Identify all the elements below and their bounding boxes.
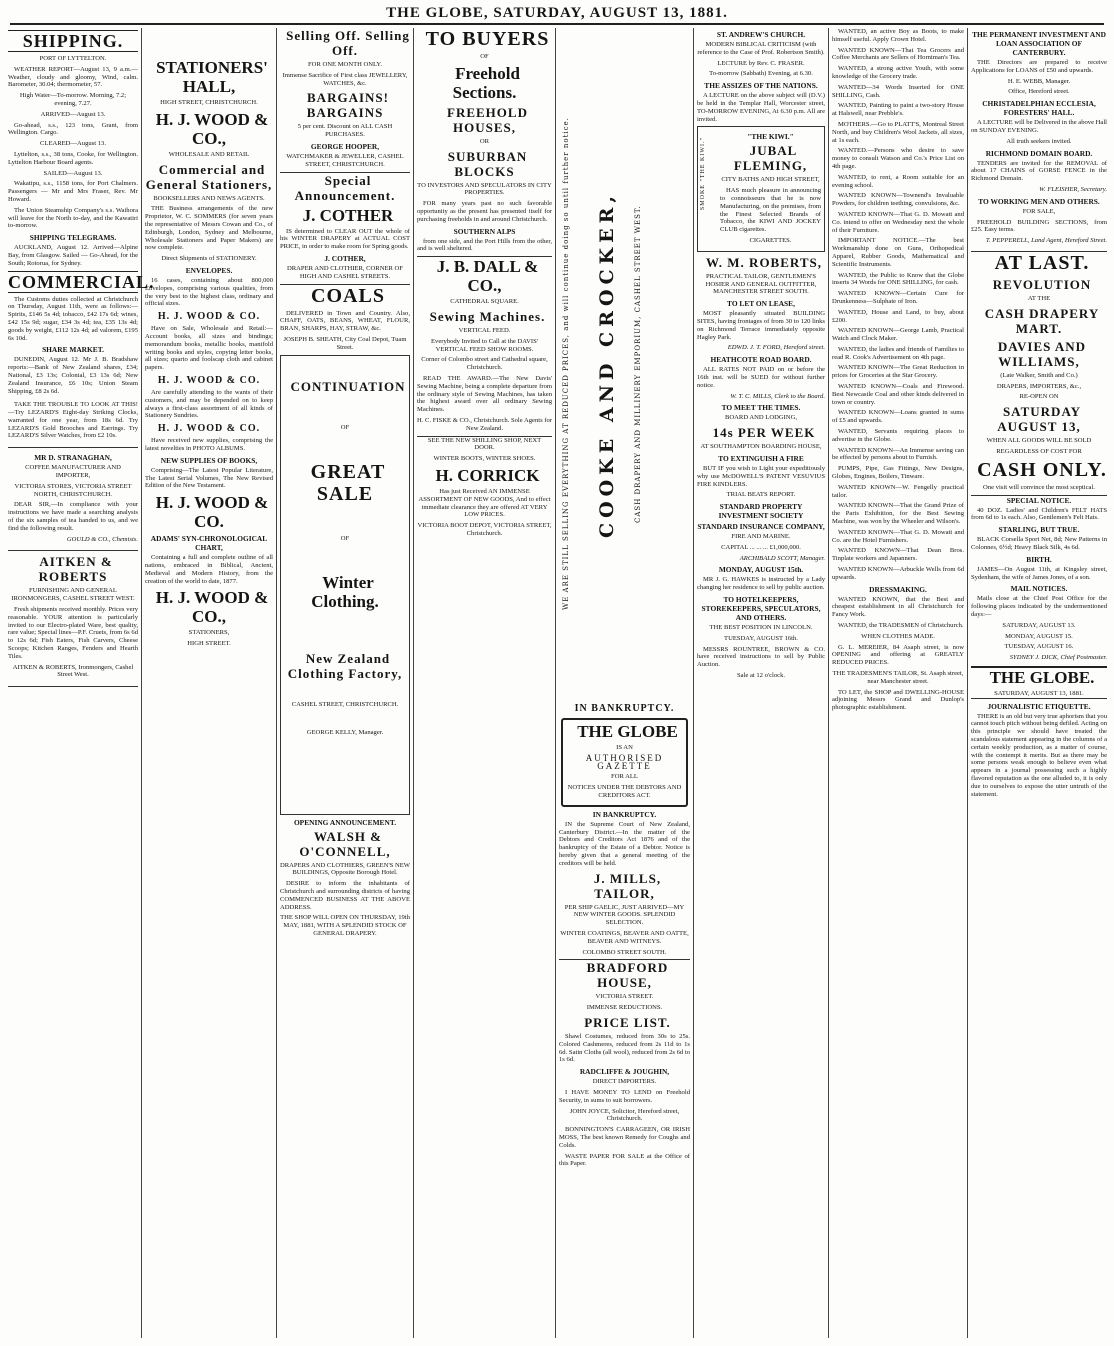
text-block: DRAPERS AND CLOTHIERS, GREEN'S NEW BUILDINGS, Opposite Borough Hotel.	[280, 861, 410, 877]
subheading: MAIL NOTICES.	[1010, 584, 1068, 594]
text-block: WINTER COATINGS, BEAVER AND OATTE, BEAVER AND WITNEYS.	[560, 929, 689, 945]
text-block: I HAVE MONEY TO LEND on Freehold Security, in sums to suit borrowers.	[559, 1088, 690, 1104]
text-block: AT SOUTHAMPTON BOARDING HOUSE,	[700, 443, 822, 451]
subheading: IN BANKRUPTCY.	[592, 809, 657, 819]
column-6	[697, 28, 825, 1338]
signature: JOHN JOYCE, Solicitor, Hereford street, Christchurch.	[569, 1107, 680, 1123]
text-block: VERTICAL FEED.	[458, 326, 511, 334]
classified-ad: WANTED KNOWN—That G. D. Mowatt and Co. intend to offer on Wednesday next the whole of their Furniture.	[832, 210, 964, 234]
signature: H. E. WEBB, Manager.	[1007, 77, 1071, 85]
text-block: All truth seekers invited.	[1006, 137, 1072, 145]
ad-heading: PRICE LIST.	[584, 1014, 671, 1030]
text-block: REGARDLESS OF COST FOR	[996, 447, 1082, 455]
signature: W. FLEISHER, Secretary.	[1039, 185, 1107, 193]
text-block: WHOLESALE AND RETAIL	[168, 150, 250, 158]
text-block: Everybody Invited to Call at the DAVIS' VERTICAL FEED SHOW ROOMS.	[431, 337, 538, 353]
text-block: STATIONERS,	[188, 629, 230, 637]
ad-heading: MR D. STRANAGHAN,	[34, 453, 112, 463]
section-heading-shipping: SHIPPING.	[8, 30, 138, 52]
ad-heading: MONDAY, AUGUST 15th.	[718, 565, 804, 575]
text-block: COFFEE MANUFACTURER AND IMPORTER,	[25, 464, 121, 480]
classified-ad: PUMPS, Pipe, Gas Fittings, New Designs, Globes, Engines, Boilers, Tinware.	[832, 465, 964, 481]
ad-heading: THE GLOBE	[577, 722, 678, 741]
text-block: Shawl Costumes, reduced from 30s to 25s. Colored Cashmeres, reduced from 2s 11d to 1s 6d. Satin Cloths (all wool), reduced from 2s 6d to 1s 6d.	[559, 1032, 690, 1064]
ad-heading: BARGAINS! BARGAINS	[306, 90, 389, 121]
ad-heading: H. J. WOOD & CO.	[155, 493, 269, 532]
text-block: High Water—To-morrow. Morning, 7.2; evening, 7.27.	[19, 92, 127, 107]
text-block: SATURDAY, AUGUST 13, 1881.	[971, 690, 1107, 699]
signature: JOSEPH B. SHEATH, City Coal Depot, Tuam Street.	[283, 335, 407, 351]
text-block: TUESDAY, AUGUST 16.	[1004, 643, 1074, 651]
text-block: NOTICES UNDER THE DEBTORS AND CREDITORS ACT.	[567, 784, 682, 799]
ad-heading: TO EXTINGUISH A FIRE	[718, 453, 804, 463]
ad-heading: J. COTHER	[302, 205, 394, 225]
classified-ad: WANTED, the ladies and friends of Families to read R. Cook's Advertisement on 4th page.	[832, 345, 964, 361]
signature: EDWD. J. T. FORD, Hereford street.	[727, 344, 825, 352]
ad-heading: STARLING, BUT TRUE.	[998, 525, 1080, 535]
text-block: from one side, and the Port Hills from the other, and is well sheltered.	[417, 237, 552, 253]
text-block: COLOMBO STREET SOUTH.	[582, 948, 667, 956]
text-block: HAS much pleasure in announcing to connoisseurs that he is now Manufacturing, on the premises, from the Finest Selected Brands of Tobacco, the KIWI AND JOCKEY CLUB cigarettes.	[720, 187, 821, 234]
text-block: Have received new supplies, comprising the latest novelties in PHOTO ALBUMS.	[145, 437, 273, 452]
ad-heading: TO BUYERS	[425, 28, 550, 50]
text-block: Mails close at the Chief Post Office for the following places indicated by the undermentioned days:—	[971, 595, 1107, 618]
text-block: Are carefully attending to the wants of their customers, and may be depended on to keep always a first-class assortment of all kinds of Stationery Sundries.	[145, 388, 273, 420]
classified-ad: WANTED, the TRADESMEN of Christchurch.	[838, 622, 964, 629]
ad-heading: H. J. WOOD & CO.,	[155, 109, 269, 148]
ad-heading: ST. ANDREW'S CHURCH.	[716, 30, 806, 39]
text-block: OF	[480, 53, 489, 60]
signature: GEORGE KELLY, Manager.	[306, 728, 384, 736]
classified-ad: G. L. MEREIER, 84 Asaph street, is now OPENING and offering at GREATLY REDUCED PRICES.	[832, 643, 964, 667]
ad-heading: GEORGE HOOPER,	[310, 141, 380, 151]
text-block: OF	[340, 423, 350, 431]
text-block: WINTER BOOTS, WINTER SHOES.	[433, 455, 536, 463]
classified-ad: WANTED KNOWN—Loans granted in sums of £5 and upwards.	[832, 409, 964, 425]
section-heading-the-globe: THE GLOBE.	[971, 666, 1107, 687]
text-block: DRAPER AND CLOTHIER, CORNER OF HIGH AND CASHEL STREETS.	[287, 264, 403, 280]
text-block: The Customs duties collected at Christchurch on Thursday, August 11th, were as follows:—Spirits, £146 5s 4d; tobacco, £42 17s 6d; wines, £42 15s 9d; sugar, £34 3s 4d; tea, £35 13s 4d; goods by weight, £112 12s 4d; ad valorem, £195 6s 10d.	[8, 295, 138, 342]
text-block: BOOKSELLERS AND NEWS AGENTS.	[153, 194, 265, 202]
section-heading-commercial: COMMERCIAL.	[8, 271, 155, 292]
ad-heading: H. J. WOOD & CO.,	[155, 588, 269, 627]
classified-ad: WANTED KNOWN—An Immense saving can be effected by persons about to Furnish.	[832, 446, 964, 462]
classified-ad: WANTED KNOWN—Coals and Firewood. Best Newcastle Coal and other kinds delivered in town or country.	[832, 383, 964, 406]
ad-heading: REVOLUTION	[992, 276, 1092, 292]
text-block: A LECTURE on the above subject will (D.V.) be held in the Templar Hall, Worcester street, TO-MORROW EVENING, At 6.30 p.m. All are invited.	[697, 92, 825, 123]
signature: T. PEPPERELL, Land Agent, Hereford Street.	[985, 237, 1107, 245]
text-block: FOR many years past no such favorable opportunity as the present has presented itself for purchasing freeholds in and around Christchurch.	[417, 200, 552, 223]
ad-heading: JUBAL FLEMING,	[733, 143, 808, 174]
text-block: OR	[479, 137, 490, 145]
ad-heading: TO WORKING MEN AND OTHERS.	[978, 196, 1100, 206]
ad-heading: J. MILLS, TAILOR,	[593, 870, 662, 901]
classified-ad: WANTED, Servants requiring places to advertise in the Globe.	[832, 428, 964, 443]
text-block: THE Directors are prepared to receive Applications for LOANS of £50 and upwards.	[971, 59, 1107, 74]
ad-heading: SUBURBAN BLOCKS	[447, 148, 528, 179]
classified-ad: IMPORTANT NOTICE.—The best Workmanship done on Guns, Orthopedical Apparel, Rubber Goods, Mathematical and Scientific Instruments.	[832, 237, 964, 268]
vertical-ad-title: COOKE AND CROCKER,	[596, 190, 618, 538]
text-block: DEAR SIR,—In compliance with your instructions we have made a searching analysis of the six samples of tea handed to us, and we find the following result.	[8, 501, 138, 532]
signature: GOULD & CO., Chemists.	[66, 535, 138, 543]
text-block: Wakatipu, s.s., 1158 tons, for Port Chalmers. Passengers — Mr and Mrs Fraser, Rev. Mr Howard.	[8, 180, 138, 203]
clothing-ad	[280, 355, 410, 815]
text-block: TUESDAY, AUGUST 16th.	[724, 634, 798, 642]
text-block: FIRE AND MARINE.	[731, 533, 791, 541]
text-block: AT THE	[1027, 294, 1051, 302]
classified-ad: WANTED.—Persons who desire to save money to consult Watson and Co.'s Price List on 4th page.	[832, 147, 964, 170]
text-block: LECTURE by Rev. C. FRASER.	[717, 59, 805, 67]
classified-ad: WANTED, an active Boy as Boots, to make himself useful. Apply Crown Hotel.	[832, 28, 964, 43]
text-block: IS determined to CLEAR OUT the whole of his WINTER DRAPERY at ACTUAL COST PRICE, in order to make room for Spring goods.	[280, 227, 410, 251]
text-block: MOST pleasantly situated BUILDING SITES, having frontages of from 30 to 120 links on Richmond Terrace immediately opposite Hagley Park.	[697, 310, 825, 341]
text-block: TAKE THE TROUBLE TO LOOK AT THIS!—Try LEZARD'S Eight-day Striking Clocks, warranted for one year, from 18s 6d. Try LEZARD'S Gold Brooches and Earrings. Try LEZARD'S Silver Watches, from £2 10s.	[8, 401, 138, 440]
text-block: WASTE PAPER FOR SALE at the Office of this Paper.	[559, 1152, 690, 1168]
column-5	[559, 700, 690, 1338]
gazette-box	[561, 718, 688, 807]
text-block: MR J. G. HAWKES is instructed by a Lady changing her residence to sell by public auction.	[697, 576, 825, 592]
text-block: (Late Walker, Smith and Co.)	[1000, 371, 1078, 379]
ad-heading: AITKEN & ROBERTS	[38, 554, 113, 585]
ad-heading: TO HOTELKEEPERS, STOREKEEPERS, SPECULATORS, AND OTHERS.	[701, 595, 821, 623]
ad-heading: CASH ONLY.	[977, 458, 1107, 481]
text-block: PER SHIP GAELIC, JUST ARRIVED—MY NEW WINTER GOODS. SPLENDID SELECTION.	[564, 903, 685, 927]
column-8	[971, 28, 1107, 1338]
ad-heading: Freehold Sections.	[452, 63, 520, 102]
text-block: CATHEDRAL SQUARE.	[450, 298, 519, 306]
classified-ad: WHEN CLOTHES MADE.	[861, 632, 935, 640]
vertical-ad-right-text: CASH DRAPERY AND MILLINERY EMPORIUM, CASHEL STREET WEST.	[634, 205, 642, 523]
text-block: Immense Sacrifice of First class JEWELLERY, WATCHES, &c.	[282, 71, 408, 87]
classified-ad: WANTED—34 Words Inserted for ONE SHILLING, Cash.	[832, 83, 964, 99]
ad-heading: GREAT SALE	[310, 461, 386, 506]
ad-heading: RICHMOND DOMAIN BOARD.	[985, 148, 1093, 158]
ad-heading: TO MEET THE TIMES.	[721, 403, 801, 413]
text-block: SATURDAY, AUGUST 13.	[1002, 621, 1076, 629]
vertical-ad-left-text: WE ARE STILL SELLING EVERYTHING AT REDUCED PRICES, and will continue doing so until further notice.	[562, 117, 570, 611]
text-block: RE-OPEN ON	[1019, 393, 1059, 401]
text-block: IS AN	[616, 744, 633, 751]
masthead	[10, 3, 1104, 25]
ad-heading: H. J. WOOD & CO.	[157, 374, 261, 386]
text-block: Sale at 12 o'clock.	[736, 672, 786, 680]
text-block: PORT OF LYTTELTON.	[39, 55, 107, 62]
text-block: DRAPERS, IMPORTERS, &c.,	[996, 382, 1082, 390]
classified-ad: MOTHERS.—Go to PLATT'S, Montreal Street North, and buy Children's Wool Jackets, all sizes, at 1s each.	[832, 120, 964, 144]
ad-heading: RADCLIFFE & JOUGHIN,	[579, 1067, 670, 1077]
classified-ad: WANTED, House and Land, to buy, about £200.	[832, 308, 964, 324]
text-block: The Union Steamship Company's s.s. Waihora will leave for the North to-day, and the Kawatiri to-morrow.	[8, 206, 138, 230]
text-block: TO INVESTORS AND SPECULATORS IN CITY PROPERTIES.	[417, 181, 552, 197]
classified-ad: WANTED KNOWN—W. Fengelly practical tailor.	[832, 483, 964, 499]
text-block: VICTORIA STREET.	[595, 993, 654, 1001]
text-block: FURNISHING AND GENERAL IRONMONGERS, CASHEL STREET WEST.	[11, 587, 135, 603]
article-heading: JOURNALISTIC ETIQUETTE.	[987, 701, 1091, 711]
ad-heading: WALSH & O'CONNELL,	[299, 828, 391, 859]
classified-ad: WANTED KNOWN—Certain Cure for Drunkenness—Sulphate of Iron.	[832, 290, 964, 305]
column-1	[8, 28, 155, 1338]
text-block: SEE THE NEW SHILLING SHOP, NEXT DOOR.	[417, 436, 552, 453]
classified-ad: THE TRADESMEN'S TAILOR, St. Asaph street, near Manchester street.	[832, 669, 964, 685]
kiwi-side-text: SMOKE "THE KIWI."	[700, 137, 706, 211]
subheading: SOUTHERN ALPS	[453, 226, 516, 236]
text-block: Containing a full and complete outline of all nations, embraced in Biblical, Ancient, Medieval and Modern History, from the creation of the world to date, 1877.	[145, 554, 273, 585]
ad-heading: STATIONERS' HALL,	[156, 58, 268, 96]
ad-heading: DAVIES AND WILLIAMS,	[997, 338, 1087, 369]
text-block: BOARD AND LODGING,	[725, 414, 797, 422]
ad-heading: HEATHCOTE ROAD BOARD.	[710, 355, 812, 365]
signature: SYDNEY J. DICK, Chief Postmaster.	[1009, 654, 1107, 662]
classified-ad: WANTED, Painting to paint a two-story House at Halswell, near Prebble's.	[832, 102, 964, 118]
text-block: BUT IF you wish to Light your expeditiously why use McDOWELL'S PATENT VESUVIUS FIRE KINDLERS.	[697, 464, 825, 488]
ad-heading: COALS	[280, 284, 410, 307]
text-block: DESIRE to inform the inhabitants of Christchurch and surrounding districts of having COMMENCED BUSINESS AT THE ABOVE ADDRESS.	[280, 880, 410, 911]
text-block: 16 cases, containing about 800,000 Envelopes, comprising various qualities, from the very best to the highest class, ordinary and official sizes.	[145, 276, 273, 308]
subheading: SHARE MARKET.	[42, 345, 104, 355]
text-block: One visit will convince the most sceptical.	[983, 483, 1095, 491]
classified-ad: TO LET, the SHOP and DWELLING-HOUSE adjoining Messrs Grand and Dunlop's photographic establishment.	[832, 688, 964, 712]
text-block: THE BEST POSITION IN LINCOLN.	[709, 624, 813, 632]
ad-heading: OPENING ANNOUNCEMENT.	[293, 817, 397, 827]
ad-heading: THE PERMANENT INVESTMENT AND LOAN ASSOCIATION OF CANTERBURY.	[972, 30, 1106, 57]
text-block: CAPITAL ... ... ... £1,000,000.	[721, 543, 801, 551]
text-block: TENDERS are invited for the REMOVAL of about 17 CHAINS of GORSE FENCE in the Richmond Domain.	[971, 159, 1107, 183]
advertisement	[8, 551, 138, 687]
text-block: Office, Hereford street.	[1008, 88, 1070, 96]
ad-heading: CASH DRAPERY MART.	[984, 305, 1100, 336]
signature: AITKEN & ROBERTS, Ironmongers, Cashel Street West.	[12, 663, 134, 679]
text-block: Corner of Colombo street and Cathedral square, Christchurch.	[421, 356, 548, 372]
subheading: ENVELOPES.	[185, 265, 233, 275]
ad-heading: H. J. WOOD & CO.	[157, 311, 261, 323]
text-block: VICTORIA STORES, VICTORIA STREET NORTH, CHRISTCHURCH.	[14, 482, 132, 498]
subheading: DRESSMAKING.	[869, 584, 927, 594]
ad-heading: CONTINUATION	[290, 378, 406, 394]
classified-ad: WANTED KNOWN, that the Best and cheapest establishment in all Christchurch for Fancy Work.	[832, 595, 964, 619]
column-2	[145, 28, 273, 1338]
advertisement	[8, 448, 138, 551]
ad-heading: AT LAST.	[971, 251, 1107, 274]
signature: ARCHIBALD SCOTT, Manager.	[739, 554, 825, 562]
classified-ad: WANTED KNOWN—That G. D. Mowatt and Co. are the Hotel Furnishers.	[832, 528, 964, 544]
text-block: FOR SALE,	[1022, 207, 1056, 215]
text-block: DELIVERED in Town and Country. Also, CHAFF, OATS, BEANS, WHEAT, FLOUR, BRAN, SHARPS, HAY, STRAW, &c.	[280, 309, 410, 333]
text-block: Comprising—The Latest Popular Literature, The Latest Serial Volumes, The New Revised Edition of the New Testament.	[145, 466, 273, 490]
subheading: ADAMS' SYN-CHRONOLOGICAL CHART,	[150, 534, 268, 553]
signature: H. C. FISKE & CO., Christchurch. Sole Agents for New Zealand.	[417, 416, 552, 432]
ad-heading: AUTHORISED GAZETTE	[585, 752, 664, 771]
text-block: 5 per cent. Discount on ALL CASH PURCHASES.	[297, 123, 393, 139]
subheading: NEW SUPPLIES OF BOOKS,	[160, 455, 258, 465]
text-block: FOR ALL	[611, 773, 638, 781]
text-block: CITY BATHS AND HIGH STREET,	[721, 176, 820, 184]
text-block: DUNEDIN, August 12. Mr J. B. Bradshaw reports:—Bank of New Zealand shares, £34; National, £3 13s; Colonial, £3 13s 6d; New Zealand Insurance, £6 10s; Union Steam Shipping, £8 2s 6d.	[8, 356, 138, 395]
text-block: HIGH STREET, CHRISTCHURCH.	[160, 99, 258, 106]
text-block: A LECTURE will be Delivered in the above Hall on SUNDAY EVENING.	[971, 119, 1108, 134]
text-block: DIRECT IMPORTERS.	[592, 1078, 657, 1086]
text-block: BONNINGTON'S CARRAGEEN, OR IRISH MOSS, The best known Remedy for Coughs and Colds.	[559, 1126, 690, 1149]
ad-heading: H. J. WOOD & CO.	[157, 423, 261, 435]
ad-heading: SPECIAL NOTICE.	[971, 495, 1107, 505]
kiwi-ad	[697, 126, 825, 251]
ad-heading: Selling Off. Selling Off.	[286, 28, 410, 58]
text-block: Have on Sale, Wholesale and Retail:—Account books, all sizes and bindings; memorandum books, metallic books, manifold writing books and styles, copying letter books, all sizes; quarto and foolscap cloth and cabinet papers.	[145, 325, 273, 372]
ad-heading: W. M. ROBERTS,	[705, 254, 822, 270]
text-block: WEATHER REPORT—August 13, 9 a.m.—Weather, cloudy and gloomy, Wind, calm. Barometer, 30.04; thermometer, 57.	[8, 65, 138, 89]
column-7	[832, 28, 964, 1338]
classified-ad: WANTED KNOWN—The Great Reduction in prices for Groceries at the Star Grocery.	[832, 364, 964, 380]
ad-heading: J. B. DALL & CO.,	[417, 256, 552, 295]
text-block: IMMENSE REDUCTIONS.	[586, 1004, 663, 1012]
ad-heading: STANDARD PROPERTY INVESTMENT SOCIETY	[718, 502, 804, 521]
subheading: BIRTH.	[1026, 554, 1052, 564]
text-block: THE SHOP WILL OPEN ON THURSDAY, 19th MAY, 1881, WITH A SPLENDID STOCK OF GENERAL DRAPERY.	[280, 914, 410, 937]
text-block: 40 DOZ. Ladies' and Children's FELT HATS from 6d to 1s each. Also, Gentlemen's Felt Hats.	[971, 506, 1107, 522]
text-block: ALL RATES NOT PAID on or before the 16th inst. will be SUED for without further notice.	[697, 366, 825, 389]
text-block: CASHEL STREET, CHRISTCHURCH.	[291, 701, 399, 709]
ad-heading: Commercial and General Stationers,	[145, 161, 273, 192]
text-block: THE Business arrangements of the new Proprietor, W. C. SOMMERS (for seven years the representative of Messrs Cowan and Co., of Edinburgh, London, Sydney and Melbourne, Wholesale Stationers and Paper Makers) are now complete.	[145, 205, 273, 252]
text-block: HIGH STREET.	[187, 640, 231, 648]
ad-heading: CHRISTADELPHIAN ECCLESIA, FORESTERS' HALL.	[982, 99, 1096, 118]
text-block: MESSRS ROUNTREE, BROWN & CO. have received instructions to sell by Public Auction.	[697, 645, 825, 669]
section-heading: IN BANKRUPTCY.	[574, 703, 675, 714]
text-block: MODERN BIBLICAL CRITICISM (with reference to the Case of Prof. Robertson Smith).	[697, 41, 825, 56]
classified-ad: WANTED KNOWN—That Dean Bros. Tinplate workers and Japanners.	[832, 547, 964, 563]
advertisement	[8, 398, 138, 448]
ad-heading: H. CORRICK	[435, 465, 540, 485]
classified-ad: WANTED, to rent, a Room suitable for an evening school.	[832, 173, 964, 189]
text-block: BLACK Corsella Sport Net, 8d; New Patterns in Colonnes, 6½d; Heavy Black Silk, 4s 6d.	[971, 536, 1107, 551]
ad-heading: Sewing Machines.	[429, 308, 546, 324]
text-block: To-morrow (Sabbath) Evening, at 6.30.	[709, 70, 813, 78]
ad-heading: FREEHOLD HOUSES,	[447, 104, 528, 135]
ad-heading: New Zealand Clothing Factory,	[287, 651, 403, 682]
subheading: ARRIVED—August 13.	[40, 110, 106, 118]
text-block: CIGARETTES.	[749, 236, 792, 244]
ad-heading: THE ASSIZES OF THE NATIONS.	[704, 81, 818, 91]
article-body: THERE is an old but very true aphorism that you cannot touch pitch without being defiled. Acting on this principle we should have treated the scandalous statement appearing in the columns of a certain weekly production, as a matter of course, with the contempt it merits. But as there may be some persons weak enough to believe even what appears in a journal possessing such a highly flavored reputation as the one alluded to, it is only due to ourselves to expose the utter untruth of the statement.	[971, 712, 1107, 798]
ad-heading: "THE KIWI."	[747, 132, 794, 142]
text-block: FOR ONE MONTH ONLY.	[308, 61, 382, 68]
ad-heading: Special Announcement.	[280, 172, 410, 203]
text-block: OF	[340, 535, 350, 543]
masthead-title: THE GLOBE, SATURDAY, AUGUST 13, 1881.	[386, 5, 728, 21]
column-4	[417, 28, 552, 1338]
classified-ad: WANTED, the Public to Know that the Globe inserts 34 Words for ONE SHILLING, for cash.	[832, 271, 964, 287]
text-block: WATCHMAKER & JEWELLER, CASHEL STREET, CHRISTCHURCH.	[286, 152, 404, 168]
text-block: VICTORIA BOOT DEPOT, VICTORIA STREET, Christchurch.	[417, 522, 552, 537]
ad-heading: J. COTHER,	[324, 253, 366, 263]
text-block: FREEHOLD BUILDING SECTIONS, from £25. Easy terms.	[971, 218, 1107, 234]
text-block: WHEN ALL GOODS WILL BE SOLD	[986, 437, 1092, 445]
text-block: PRACTICAL TAILOR, GENTLEMEN'S HOSIER AND GENERAL OUTFITTER, MANCHESTER STREET SOUTH.	[705, 272, 817, 296]
classified-ad: WANTED KNOWN—That the Grand Prize of the Paris Exhibition, for the Best Sewing Machine, was won by the Wheeler and Wilson's.	[832, 502, 964, 526]
text-block: MONDAY, AUGUST 15.	[1005, 632, 1073, 640]
ad-heading: STANDARD INSURANCE COMPANY,	[697, 522, 825, 532]
classified-ad: WANTED KNOWN—Arbuckle Wells from 6d upwards.	[832, 566, 964, 581]
ad-heading: SATURDAY AUGUST 13,	[997, 404, 1082, 435]
classified-ad: WANTED KNOWN—George Lamb, Practical Watch and Clock Maker.	[832, 327, 964, 343]
text-block: Lyttelton, s.s., 38 tons, Cooke, for Wellington. Lyttelton Harbour Board agents.	[8, 150, 138, 166]
ad-heading: 14s PER WEEK	[712, 425, 816, 441]
signature: W. T. C. MILLS, Clerk to the Board.	[730, 392, 825, 400]
text-block: READ THE AWARD.—The New Davis' Sewing Machine, being a complete departure from the ordinary style of Sewing Machines, has taken the highest award over all ordinary Sewing Machines.	[417, 374, 552, 414]
classified-ad: WANTED KNOWN—That Tea Grocers and Coffee Merchants are Sellers of Horniman's Tea.	[832, 46, 964, 62]
text-block: TRIAL BEATS REPORT.	[726, 491, 796, 499]
text-block: AUCKLAND, August 12. Arrived—Alpine Bay, from Glasgow. Sailed — Go-Ahead, for the South; Rotorua, for Sydney.	[8, 244, 138, 267]
column-3	[280, 28, 410, 1338]
text-block: JAMES—On August 11th, at Kingsley street, Sydenham, the wife of James Jones, of a son.	[971, 565, 1107, 581]
subheading: SAILED—August 13.	[43, 169, 103, 177]
subheading: CLEARED—August 13.	[40, 140, 106, 148]
text-block: Direct Shipments of STATIONERY.	[161, 255, 257, 263]
classified-ad: WANTED KNOWN—Townend's Invaluable Powders, for children teething, convulsions, &c.	[832, 192, 964, 208]
text-block: IN the Supreme Court of New Zealand, Canterbury District.—In the matter of the Debtors and Creditors Act 1876 and of the bankruptcy of the Estate of a Debtor. Notice is hereby given that a general meeting of the creditors will be held.	[559, 820, 690, 867]
ad-heading: BRADFORD HOUSE,	[559, 959, 690, 990]
text-block: Fresh shipments received monthly. Prices very reasonable. YOUR attention is particularly invited to our Electro-plated Ware, best quality, rare value; Special lines—P.F. Cruets, from 6s 6d to 12s 6d; Fish Eaters, Fish Carvers, Cheese Scoops; Kitchen Ranges, Fenders and Hearth Tiles.	[8, 606, 138, 660]
classified-ad: WANTED, a strong active Youth, with some knowledge of the Grocery trade.	[832, 65, 964, 80]
text-block: Has just Received AN IMMENSE ASSORTMENT OF NEW GOODS, And to effect immediate clearance they are offered AT VERY LOW PRICES.	[418, 487, 551, 519]
ad-heading: Winter Clothing.	[311, 573, 379, 612]
subheading: SHIPPING TELEGRAMS.	[29, 233, 117, 243]
text-block: Go-ahead, s.s., 123 tons, Grant, from Wellington. Cargo.	[8, 121, 138, 137]
ad-heading: TO LET ON LEASE,	[727, 299, 795, 309]
